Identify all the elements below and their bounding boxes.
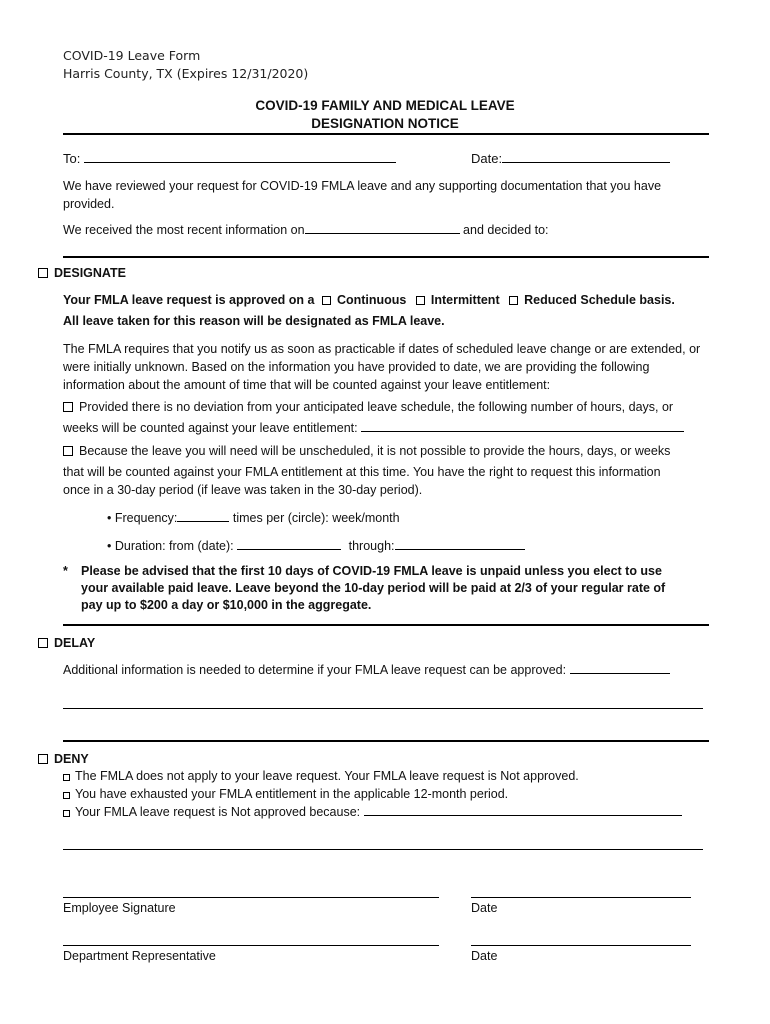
deny-checkbox[interactable] [38,754,48,764]
form-subtitle: DESIGNATION NOTICE [311,116,459,131]
department-representative-label: Department Representative [63,949,216,963]
intermittent-label: Intermittent [430,293,500,307]
because-text-1: Because the leave you will need will be unscheduled, it is not possible to provide the hours, days, or weeks [79,444,671,458]
provided-option[interactable] [63,400,673,414]
deny-option-1[interactable] [63,769,579,783]
provided-text-2: weeks will be counted against your leave entitlement: [63,421,358,435]
approved-prefix: Your FMLA leave request is approved on a [63,293,315,307]
deny-option-2-text: You have exhausted your FMLA entitlement in the applicable 12-month period. [75,787,509,801]
to-label: To: [63,151,81,166]
form-title: COVID-19 FAMILY AND MEDICAL LEAVE [255,98,515,113]
duration-through-line[interactable] [395,538,525,550]
deny-option-2[interactable] [63,787,508,801]
employee-signature-label: Employee Signature [63,901,176,915]
form-issuer-line: Harris County, TX (Expires 12/31/2020) [63,66,309,81]
received-date-line[interactable] [305,222,460,234]
employee-date-label: Date [471,901,498,915]
entitlement-count-line[interactable] [361,420,684,432]
duration-label: • Duration: from (date): [107,539,234,553]
designate-option[interactable] [38,266,126,280]
department-signature-line[interactable] [63,945,439,946]
to-input-line[interactable] [84,151,396,163]
frequency-input-line[interactable] [177,510,229,522]
title-divider [63,133,709,135]
designate-label: DESIGNATE [54,266,126,280]
decided-label: and decided to: [463,223,549,237]
advised-text-1: Please be advised that the first 10 days of COVID-19 FMLA leave is unpaid unless you elect to use [81,564,662,578]
frequency-line [107,510,400,525]
deny-option-3[interactable] [63,804,682,819]
continuous-checkbox[interactable] [322,296,331,305]
to-field [63,151,396,166]
because-option[interactable] [63,444,670,458]
deny-reason-line[interactable] [364,804,682,816]
deny-reason-line-2[interactable] [63,849,703,850]
section-divider [63,740,709,742]
duration-line [107,538,525,553]
advised-star: * [63,564,68,578]
provided-line-2 [63,420,684,435]
date-input-line[interactable] [502,151,670,163]
provided-checkbox[interactable] [63,402,73,412]
reduced-schedule-label: Reduced Schedule basis. [524,293,675,307]
section-divider [63,256,709,258]
delay-info-line[interactable] [570,662,670,674]
delay-checkbox[interactable] [38,638,48,648]
deny-option-3-text: Your FMLA leave request is Not approved because: [75,805,361,819]
designate-checkbox[interactable] [38,268,48,278]
deny-option-2-checkbox[interactable] [63,792,70,799]
received-label: We received the most recent information on [63,223,305,237]
deny-label: DENY [54,752,89,766]
frequency-label: • Frequency: [107,511,178,525]
fmla-requires-paragraph: The FMLA requires that you notify us as soon as practicable if dates of scheduled leave change or are extended, or were initially unknown. Based on the information you have provided to date, we are providing the following information about the amount of time that will be counted against your leave entitlement: [63,342,701,392]
frequency-suffix: times per (circle): week/month [232,511,400,525]
advised-text-3: pay up to $200 a day or $10,000 in the aggregate. [81,598,372,612]
delay-line [63,662,670,677]
continuous-label: Continuous [336,293,407,307]
date-field [471,151,670,166]
form-id-line: COVID-19 Leave Form [63,48,201,63]
intro-paragraph: We have reviewed your request for COVID-19 FMLA leave and any supporting documentation that you have provided. [63,179,662,211]
provided-text-1: Provided there is no deviation from your anticipated leave schedule, the following number of hours, days, or [79,400,674,414]
duration-through-label: through: [348,539,395,553]
because-text-2: that will be counted against your FMLA entitlement at this time. You have the right to request this information [63,465,661,479]
delay-info-line-2[interactable] [63,708,703,709]
received-line [63,222,549,237]
approval-basis-line [63,293,675,307]
advised-text-2: your available paid leave. Leave beyond the 10-day period will be paid at 2/3 of your regular rate of [81,581,666,595]
all-leave-text: All leave taken for this reason will be designated as FMLA leave. [63,314,445,328]
because-text-3: once in a 30-day period (if leave was taken in the 30-day period). [63,483,423,497]
deny-option[interactable] [38,752,89,766]
deny-option-3-checkbox[interactable] [63,810,70,817]
employee-date-line[interactable] [471,897,691,898]
delay-label: DELAY [54,636,96,650]
deny-option-1-text: The FMLA does not apply to your leave request. Your FMLA leave request is Not approved. [75,769,579,783]
department-date-label: Date [471,949,498,963]
duration-from-line[interactable] [237,538,341,550]
because-checkbox[interactable] [63,446,73,456]
date-label: Date: [471,151,503,166]
section-divider [63,624,709,626]
deny-option-1-checkbox[interactable] [63,774,70,781]
employee-signature-line[interactable] [63,897,439,898]
delay-text: Additional information is needed to determine if your FMLA leave request can be approved: [63,663,567,677]
intermittent-checkbox[interactable] [416,296,425,305]
delay-option[interactable] [38,636,95,650]
department-date-line[interactable] [471,945,691,946]
reduced-schedule-checkbox[interactable] [509,296,518,305]
